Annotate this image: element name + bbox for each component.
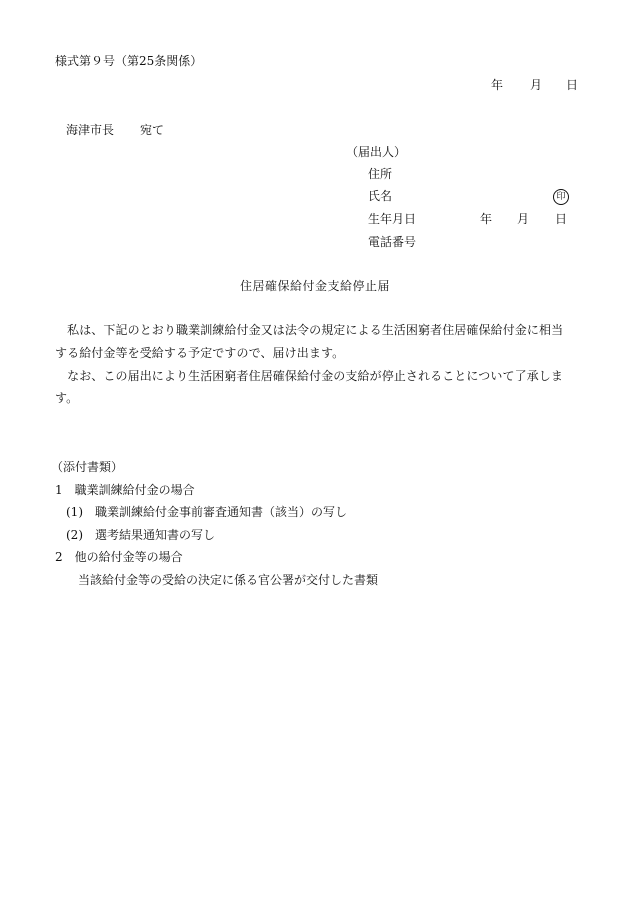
date-year-label: 年 (491, 78, 504, 92)
addressee-name: 海津市長 (66, 123, 115, 137)
birth-month-label: 月 (517, 212, 530, 226)
birthdate-label: 生年月日 (368, 212, 417, 226)
attachments-heading: （添付書類） (51, 460, 124, 474)
body-para1-line1: 私は、下記のとおり職業訓練給付金又は法令の規定による生活困窮者住居確保給付金に相当 (55, 323, 564, 337)
form-number: 様式第９号（第25条関係） (55, 54, 203, 68)
date-month-label: 月 (530, 78, 543, 92)
body-para2-line1: なお、この届出により生活困窮者住居確保給付金の支給が停止されることについて了承しま (55, 369, 563, 383)
phone-label: 電話番号 (368, 235, 417, 249)
attachment-item-2-desc: 当該給付金等の受給の決定に係る官公署が交付した書類 (78, 573, 379, 587)
body-para2-line2: す。 (55, 391, 79, 405)
birth-day-label: 日 (555, 212, 568, 226)
addressee-suffix: 宛て (140, 123, 165, 137)
address-label: 住所 (368, 167, 393, 181)
birth-year-label: 年 (480, 212, 493, 226)
seal-mark: 印 (553, 189, 569, 205)
attachment-item-1-sub-1: (1) 職業訓練給付金事前審査通知書（該当）の写し (66, 505, 348, 519)
applicant-heading: （届出人） (346, 145, 407, 159)
attachment-item-1-sub-2: (2) 選考結果通知書の写し (66, 528, 215, 542)
document-title: 住居確保給付金支給停止届 (239, 279, 390, 293)
attachment-item-1: 1 職業訓練給付金の場合 (55, 483, 195, 497)
body-para1-line2: する給付金等を受給する予定ですので、届け出ます。 (55, 346, 345, 360)
attachment-item-2: 2 他の給付金等の場合 (55, 550, 183, 564)
date-day-label: 日 (566, 78, 579, 92)
name-label: 氏名 (368, 189, 393, 203)
